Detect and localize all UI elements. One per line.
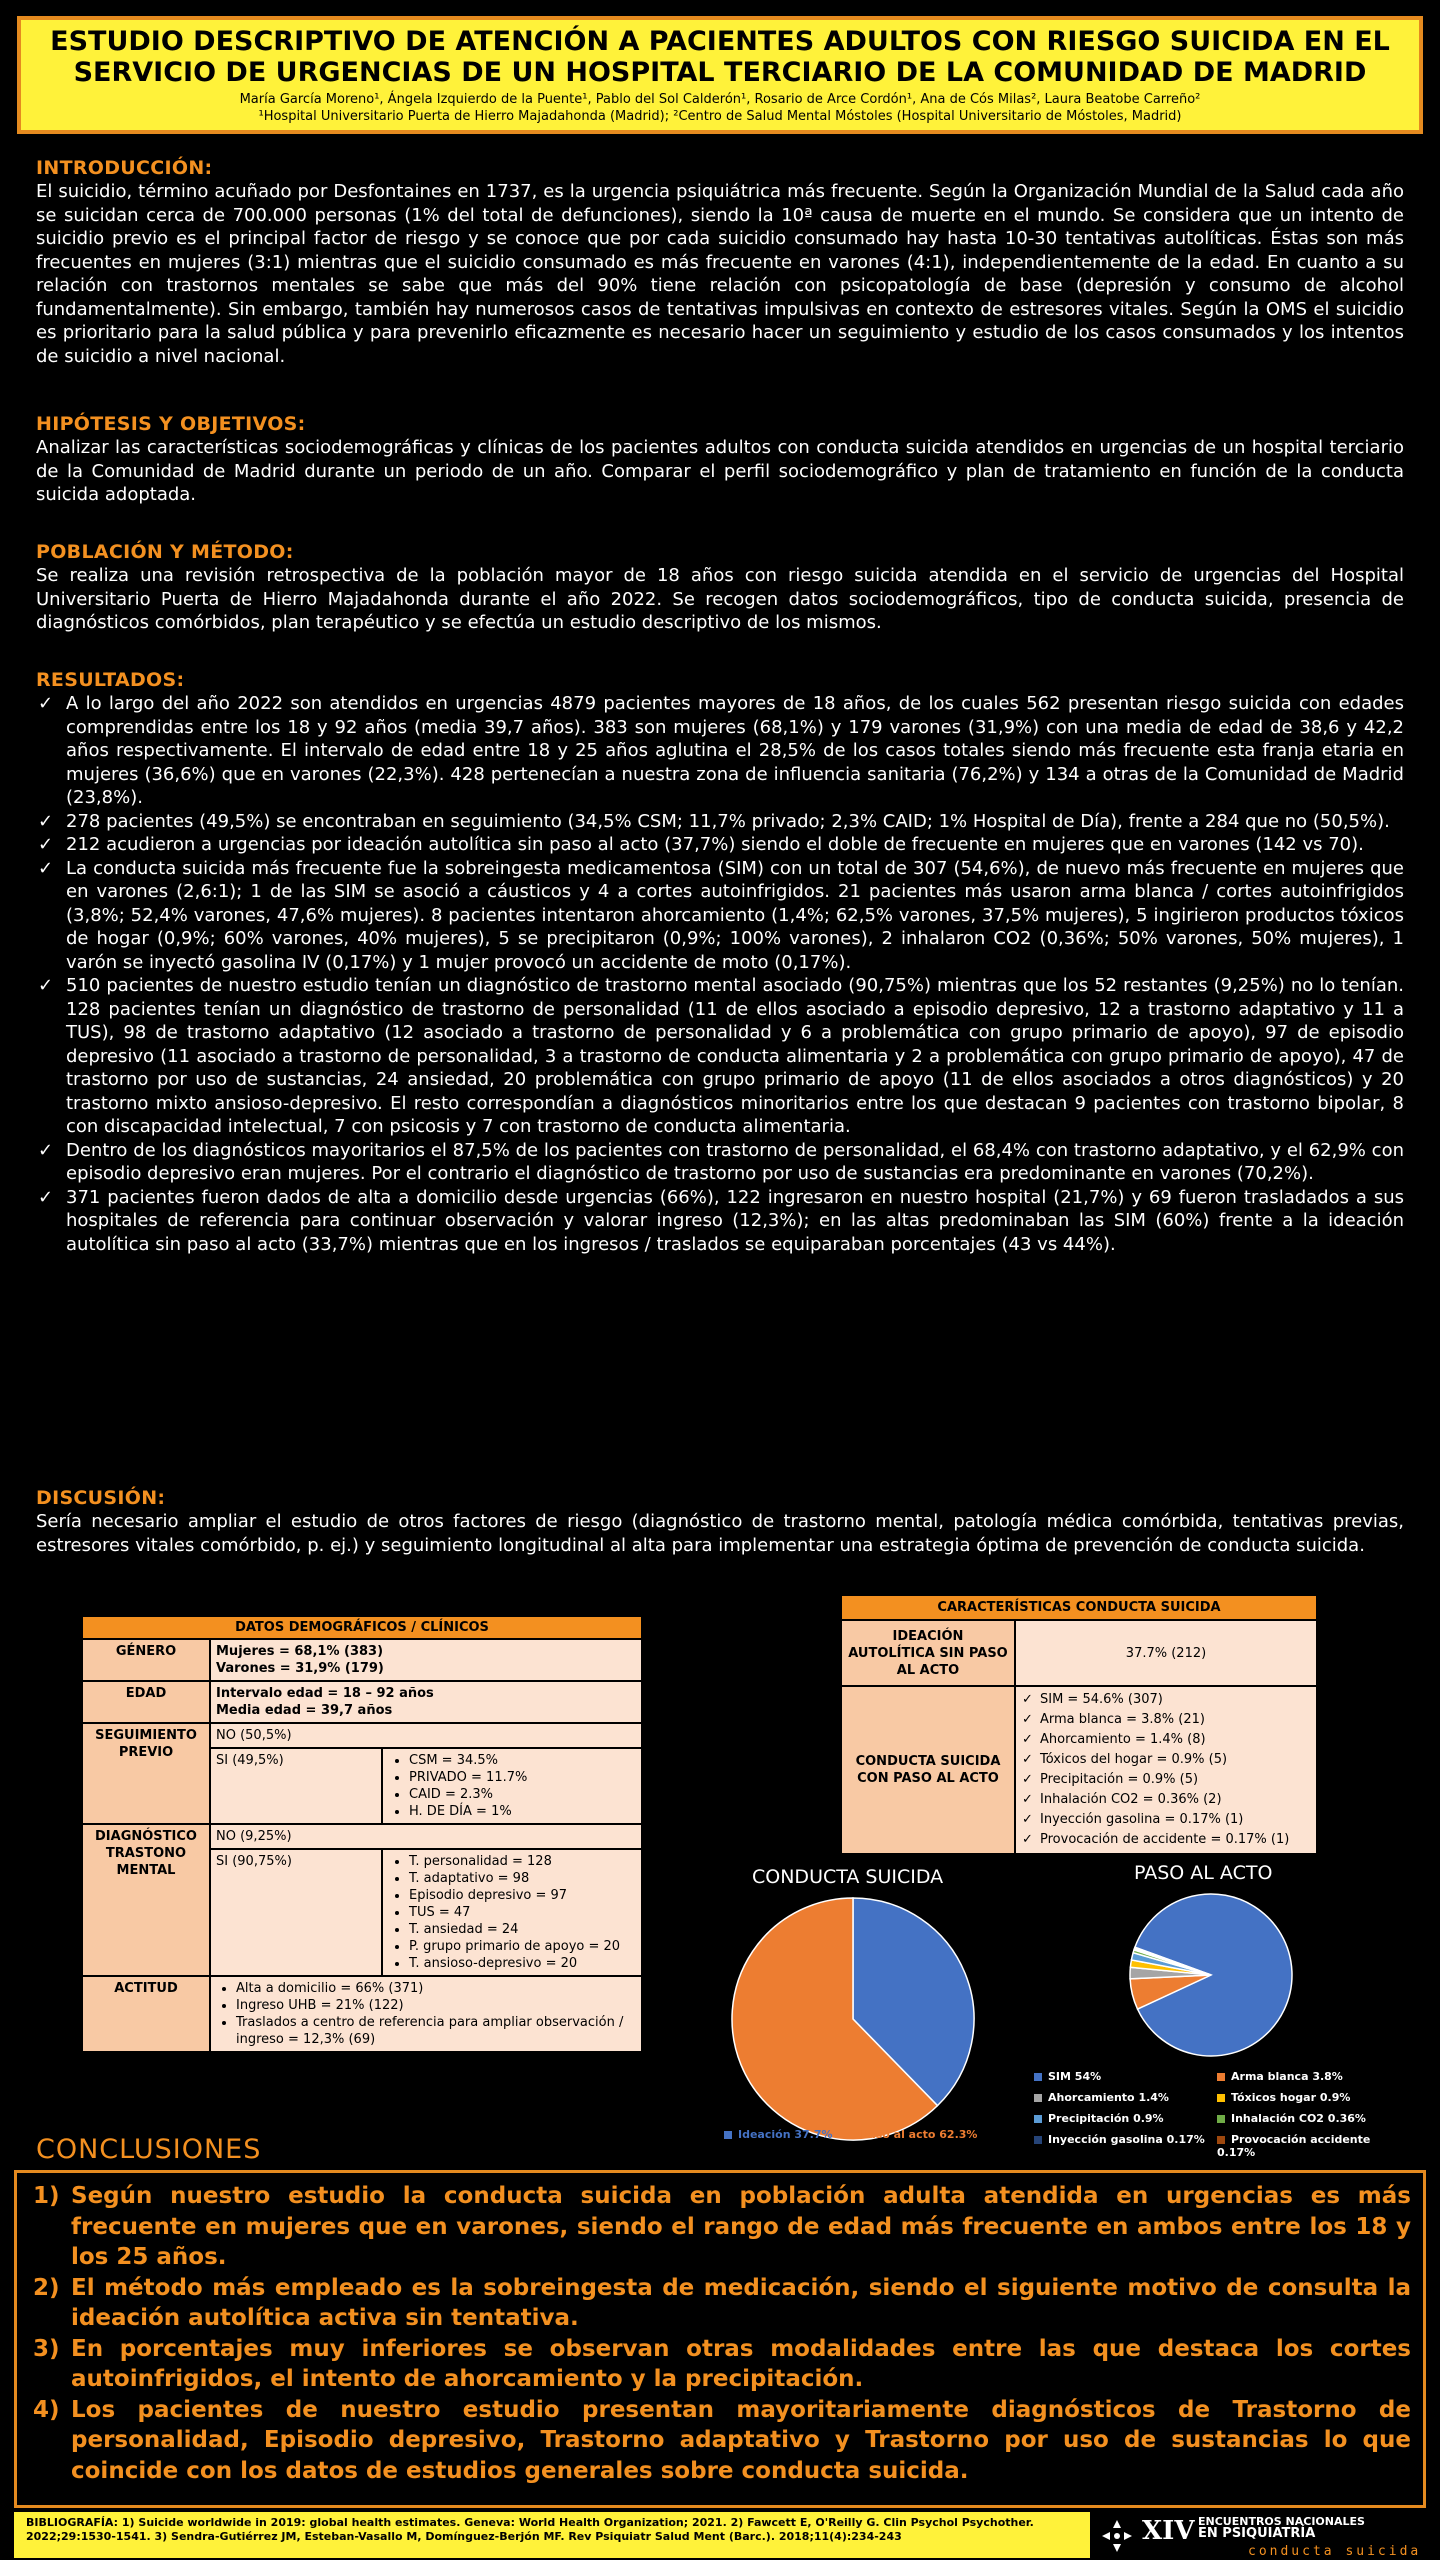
actitud-list [216,1980,636,2048]
genero-varones: Varones = 31,9% (179) [216,1661,384,1676]
legend-item [1217,2112,1394,2125]
actitud-label: ACTITUD [82,1976,210,2052]
discussion-text: Sería necesario ampliar el estudio de otros factores de riesgo (diagnóstico de trastorno mental, patología médica comórbida, tentativas previas, estresores vitales comórbido, p. ej.) y seguimiento longitudinal al alta para implementar una estrategia óptima de prevención de conducta suicida. [36,1511,1404,1556]
result-text: La conducta suicida más frecuente fue la sobreingesta medicamentosa (SIM) con un total de 307 (54,6%), de nuevo más frecuente en mujeres que en varones (2,6:1); 1 de las SIM se asoció a cáusticos y 4 a cortes autoinfrigidos. 21 pacientes más usaron arma blanca / cortes autoinfrigidos (3,8%; 52,4% varones, 47,6% mujeres). 8 pacientes intentaron ahorcamiento (1,4%; 62,5% varones, 37,5% mujeres), 5 ingirieron productos tóxicos de hogar (0,9%; 60% varones, 40% mujeres), 5 se precipitaron (0,9%; 100% varones), 2 inhalaron CO2 (0,36%; 50% varones, 50% mujeres), 1 varón se inyectó gasolina IV (0,17%) y 1 mujer provocó un accidente de moto (0,17%). [66,857,1404,973]
paso-item: ✓ Arma blanca = 3.8% (21) [1022,1710,1310,1730]
check-icon: ✓ [38,834,54,855]
paso-label: CONDUCTA SUICIDA CON PASO AL ACTO [841,1686,1015,1854]
legend-swatch [1217,2136,1225,2144]
result-item [36,692,1404,810]
diagnostico-item: • Episodio depresivo = 97 [409,1887,620,1904]
seguimiento-label: SEGUIMIENTO PREVIO [82,1723,210,1824]
logo-line2: EN PSIQUIATRÍA [1198,2526,1316,2541]
result-item [36,1139,1404,1186]
title-line-1: ESTUDIO DESCRIPTIVO DE ATENCIÓN A PACIENTES ADULTOS CON RIESGO SUICIDA EN EL [50,26,1390,57]
result-text: Dentro de los diagnósticos mayoritarios el 87,5% de los pacientes con trastorno de personalidad, el 68,4% con trastorno adaptativo, y el 62,9% con episodio depresivo eran mujeres. Por el contrario el diagnóstico de trastorno por uso de sustancias era predominante en varones (70,2%). [66,1139,1404,1184]
hypothesis-section [36,412,1404,507]
legend-label: Inyección gasolina 0.17% [1048,2133,1205,2146]
paso-list [1022,1690,1310,1850]
method-section [36,540,1404,635]
actitud-item: • Traslados a centro de referencia para ampliar observación / ingreso = 12,3% (69) [236,2014,636,2048]
result-text: A lo largo del año 2022 son atendidos en urgencias 4879 pacientes mayores de 18 años, de los cuales 562 presentan riesgo suicida con edades comprendidas entre los 18 y 92 años (media 39,7 años). 383 son mujeres (68,1%) y 179 varones (31,9%) con una media de edad de 38,6 y 42,2 años respectivamente. El intervalo de edad entre 18 y 25 años aglutina el 28,5% de los casos totales siendo más frecuente esta franja etaria en mujeres (36,6%) que en varones (22,3%). 428 pertenecían a nuestra zona de influencia sanitaria (76,2%) y 134 a otras de la Comunidad de Madrid (23,8%). [66,693,1404,808]
paso-item: ✓ SIM = 54.6% (307) [1022,1690,1310,1710]
result-item [36,810,1404,834]
chart1-legend [724,2128,994,2141]
legend-swatch [1217,2073,1225,2081]
poster-header [17,16,1423,134]
result-text: 278 pacientes (49,5%) se encontraban en seguimiento (34,5% CSM; 11,7% privado; 2,3% CAID; 1% Hospital de Día), frente a 284 que no (50,5%). [66,810,1390,832]
conclusion-text: Los pacientes de nuestro estudio presentan mayoritariamente diagnósticos de Trastorno de personalidad, Episodio depresivo, Trastorno adaptativo y Trastorno por uso de sustancias lo que coincide con los datos de estudios generales sobre conducta suicida. [71,2396,1411,2484]
actitud-item: • Ingreso UHB = 21% (122) [236,1997,636,2014]
result-item [36,857,1404,975]
intro-section [36,156,1404,368]
legend-swatch [1034,2115,1042,2123]
edad-label: EDAD [82,1681,210,1723]
legend-item [1034,2133,1211,2159]
bibliography: BIBLIOGRAFÍA: 1) Suicide worldwide in 2019: global health estimates. Geneva: World Health Organization; 2021. 2) Fawcett E, O'Reilly G. Clin Psychol Psychother. 2022;29:1530-1541. 3) Sendra-Gutiérrez JM, Esteban-Vasallo M, Domínguez-Berjón MF. Rev Psiquiatr Salud Ment (Barc.). 2018;11(4):234-243 [14,2512,1090,2558]
check-icon: ✓ [38,693,54,714]
legend-label: Ahorcamiento 1.4% [1048,2091,1169,2104]
check-icon: ✓ [38,810,54,832]
legend-swatch [1034,2136,1042,2144]
paso-item: ✓ Ahorcamiento = 1.4% (8) [1022,1730,1310,1750]
congress-logo [1098,2514,1428,2558]
discussion-section [36,1486,1404,1557]
authors: María García Moreno¹, Ángela Izquierdo de la Puente¹, Pablo del Sol Calderón¹, Rosario de Arce Cordón¹, Ana de Cós Milas², Laura Beatobe Carreño² [239,92,1201,107]
result-item [36,833,1404,857]
legend-item [1217,2133,1394,2159]
seguimiento-si: SI (49,5%) [211,1749,383,1823]
conclusion-item: 3) En porcentajes muy inferiores se observan otras modalidades entre las que destaca los cortes autoinfrigidos, el intento de ahorcamiento y la precipitación. [33,2335,1411,2392]
logo-text [1198,2516,1365,2540]
seguimiento-item: • PRIVADO = 11.7% [409,1769,527,1786]
legend-swatch [1217,2115,1225,2123]
actitud-item: • Alta a domicilio = 66% (371) [236,1980,636,1997]
legend-label: Ideación 37.7% [738,2128,833,2141]
diagnostico-item: • T. ansioso-depresivo = 20 [409,1955,620,1972]
demographic-table [81,1615,643,2053]
conducta-table [840,1594,1318,1855]
conclusion-item: 4) Los pacientes de nuestro estudio presentan mayoritariamente diagnósticos de Trastorno de personalidad, Episodio depresivo, Trastorno adaptativo y Trastorno por uso de sustancias lo que coincide con los datos de estudios generales sobre conducta suicida. [33,2396,1411,2484]
discussion-heading: DISCUSIÓN: [36,1487,166,1509]
result-text: 212 acudieron a urgencias por ideación autolítica sin paso al acto (37,7%) siendo el doble de frecuente en mujeres que en varones (142 vs 70). [66,834,1364,855]
diagnostico-list [383,1850,625,1975]
seguimiento-si-cell [210,1748,642,1824]
edad-values [210,1681,642,1723]
logo-number: XIV [1142,2516,1195,2546]
check-icon: ✓ [38,1139,54,1161]
paso-item: ✓ Tóxicos del hogar = 0.9% (5) [1022,1750,1310,1770]
conclusions-heading: CONCLUSIONES [36,2134,262,2165]
conducta-pie-chart [728,1894,978,2144]
legend-item [1034,2091,1211,2104]
conclusions-list [25,2181,1411,2486]
legend-label: Provocación accidente 0.17% [1217,2133,1371,2159]
diagnostico-no: NO (9,25%) [210,1824,642,1849]
conclusion-text: El método más empleado es la sobreingesta de medicación, siendo el siguiente motivo de consulta la ideación autolítica activa sin tentativa. [71,2274,1411,2331]
method-text: Se realiza una revisión retrospectiva de la población mayor de 18 años con riesgo suicida atendida en el servicio de urgencias del Hospital Universitario Puerta de Hierro Majadahonda durante el año 2022. Se recogen datos sociodemográficos, tipo de conducta suicida, presencia de diagnósticos comórbidos, plan terapéutico y se efectúa un estudio descriptivo de los mismos. [36,565,1404,633]
seguimiento-item: • CAID = 2.3% [409,1786,527,1803]
legend-item [847,2128,978,2141]
legend-label: Precipitación 0.9% [1048,2112,1164,2125]
hypothesis-heading: HIPÓTESIS Y OBJETIVOS: [36,413,306,435]
diagnostico-si: SI (90,75%) [211,1850,383,1975]
result-item [36,1186,1404,1257]
conclusions-box [14,2170,1426,2508]
legend-label: Tóxicos hogar 0.9% [1231,2091,1351,2104]
paso-item: ✓ Inyección gasolina = 0.17% (1) [1022,1810,1310,1830]
ideacion-value: 37.7% (212) [1015,1620,1317,1686]
chart1-title: CONDUCTA SUICIDA [752,1866,944,1888]
conclusion-text: Según nuestro estudio la conducta suicida en población adulta atendida en urgencias es más frecuente en mujeres que en varones, siendo el rango de edad más frecuente en ambos entre los 18 y los 25 años. [71,2183,1411,2270]
poster-title [21,26,1419,88]
result-text: 510 pacientes de nuestro estudio tenían un diagnóstico de trastorno mental asociado (90,75%) mientras que los 52 restantes (9,25%) no lo tenían. 128 pacientes tenían un diagnóstico de trastorno de personalidad (11 de ellos asociado a episodio depresivo, 12 a trastorno adaptativo y 11 a TUS), 98 de trastorno adaptativo (12 asociado a trastorno de personalidad y 6 a problemática con grupo primario de apoyo), 97 de episodio depresivo (11 asociado a trastorno de personalidad, 3 a trastorno de conducta alimentaria y 2 a problemática con grupo primario de apoyo), 47 de trastorno por uso de sustancias, 24 ansiedad, 20 problemática con grupo primario de apoyo (11 de ellos asociados a otros diagnósticos) y 20 trastorno mixto ansioso-depresivo. El resto correspondían a diagnósticos minoritarios entre los que destacan 9 pacientes con trastorno bipolar, 8 con discapacidad intelectual, 7 con psicosis y 7 con trastorno de conducta alimentaria. [66,975,1404,1137]
intro-text: El suicidio, término acuñado por Desfontaines en 1737, es la urgencia psiquiátrica más frecuente. Según la Organización Mundial de la Salud cada año se suicidan cerca de 700.000 personas (1% del total de defunciones), siendo la 10ª causa de muerte en el mundo. Se considera que un intento de suicidio previo es el principal factor de riesgo y se conoce que por cada suicidio consumado hay hasta 10-30 tentativas autolíticas. Éstas son más frecuentes en mujeres (3:1) mientras que el suicidio consumado es más frecuente en varones (4:1), independientemente de la edad. En cuanto a su relación con trastornos mentales se sabe que más del 90% tiene relación con psicopatología de base (depresión y consumo de alcohol fundamentalmente). Sin embargo, también hay numerosos casos de tentativas impulsivas en contexto de estresores vitales. Según la OMS el suicidio es prioritario para la salud pública y para prevenirlo eficazmente es necesario hacer un seguimiento y estudio de los casos consumados y los intentos de suicidio a nivel nacional. [36,181,1404,367]
legend-swatch [1034,2073,1042,2081]
paso-cell [1015,1686,1317,1854]
cond-table-title: CARACTERÍSTICAS CONDUCTA SUICIDA [841,1595,1317,1620]
paso-item: ✓ Provocación de accidente = 0.17% (1) [1022,1830,1310,1850]
logo-line1: ENCUENTROS NACIONALES [1198,2515,1365,2528]
genero-values [210,1639,642,1681]
hypothesis-text: Analizar las características sociodemográficas y clínicas de los pacientes adultos con conducta suicida atendidos en urgencias de un hospital terciario de la Comunidad de Madrid durante un periodo de un año. Comparar el perfil sociodemográfico y plan de tratamiento en función de la conducta suicida adoptada. [36,437,1404,505]
seguimiento-item: • H. DE DÍA = 1% [409,1803,527,1820]
check-icon: ✓ [38,975,54,996]
chart2-legend [1034,2070,1394,2159]
diagnostico-si-cell [210,1849,642,1976]
legend-swatch [1217,2094,1225,2102]
genero-mujeres: Mujeres = 68,1% (383) [216,1644,384,1659]
diagnostico-label: DIAGNÓSTICO TRASTONO MENTAL [82,1824,210,1976]
seguimiento-no: NO (50,5%) [210,1723,642,1748]
legend-item [1217,2091,1394,2104]
footer [0,2512,1440,2560]
result-text: 371 pacientes fueron dados de alta a domicilio desde urgencias (66%), 122 ingresaron en nuestro hospital (21,7%) y 69 fueron trasladados a sus hospitales de referencia para continuar observación y valorar ingreso (12,3%); en las altas predominaban las SIM (60%) frente a la ideación autolítica sin paso al acto (33,7%) mientras que en los ingresos / traslados se equiparaban porcentajes (43 vs 44%). [66,1186,1404,1255]
ideacion-label: IDEACIÓN AUTOLÍTICA SIN PASO AL ACTO [841,1620,1015,1686]
legend-swatch [724,2131,732,2139]
diagnostico-item: • T. ansiedad = 24 [409,1921,620,1938]
legend-item [1217,2070,1394,2083]
legend-label: Inhalación CO2 0.36% [1231,2112,1366,2125]
paso-item: ✓ Precipitación = 0.9% (5) [1022,1770,1310,1790]
legend-item [1034,2112,1211,2125]
legend-label: Arma blanca 3.8% [1231,2070,1343,2083]
legend-swatch [847,2131,855,2139]
demo-table-title: DATOS DEMOGRÁFICOS / CLÍNICOS [82,1616,642,1639]
logo-subtitle: conducta suicida [1248,2544,1422,2559]
edad-media: Media edad = 39,7 años [216,1703,393,1718]
paso-pie-chart [1126,1890,1296,2060]
result-item [36,974,1404,1139]
results-heading: RESULTADOS: [36,669,185,691]
logo-arrows-icon [1100,2518,1134,2554]
legend-item [724,2128,833,2141]
diagnostico-item: • P. grupo primario de apoyo = 20 [409,1938,620,1955]
seguimiento-item: • CSM = 34.5% [409,1752,527,1769]
results-section [36,668,1404,1256]
legend-label: SIM 54% [1048,2070,1102,2083]
diagnostico-item: • TUS = 47 [409,1904,620,1921]
paso-item: ✓ Inhalación CO2 = 0.36% (2) [1022,1790,1310,1810]
edad-intervalo: Intervalo edad = 18 – 92 años [216,1686,434,1701]
method-heading: POBLACIÓN Y MÉTODO: [36,541,294,563]
actitud-cell [210,1976,642,2052]
seguimiento-list [383,1749,532,1823]
check-icon: ✓ [38,1186,54,1208]
chart2-title: PASO AL ACTO [1134,1862,1273,1884]
diagnostico-item: • T. personalidad = 128 [409,1853,620,1870]
conclusion-item: 1) Según nuestro estudio la conducta suicida en población adulta atendida en urgencias es más frecuente en mujeres que en varones, siendo el rango de edad más frecuente en ambos entre los 18 y los 25 años. [33,2183,1411,2270]
legend-item [1034,2070,1211,2083]
legend-label: Paso al acto 62.3% [860,2128,978,2141]
intro-heading: INTRODUCCIÓN: [36,157,213,179]
conclusion-text: En porcentajes muy inferiores se observan otras modalidades entre las que destaca los cortes autoinfrigidos, el intento de ahorcamiento y la precipitación. [71,2335,1411,2392]
genero-label: GÉNERO [82,1639,210,1681]
results-list [36,692,1404,1256]
check-icon: ✓ [38,857,54,879]
legend-swatch [1034,2094,1042,2102]
diagnostico-item: • T. adaptativo = 98 [409,1870,620,1887]
title-line-2: SERVICIO DE URGENCIAS DE UN HOSPITAL TERCIARIO DE LA COMUNIDAD DE MADRID [73,57,1367,88]
affiliations: ¹Hospital Universitario Puerta de Hierro Majadahonda (Madrid); ²Centro de Salud Mental Móstoles (Hospital Universitario de Móstoles, Madrid) [258,109,1182,124]
conclusion-item: 2) El método más empleado es la sobreingesta de medicación, siendo el siguiente motivo de consulta la ideación autolítica activa sin tentativa. [33,2274,1411,2331]
